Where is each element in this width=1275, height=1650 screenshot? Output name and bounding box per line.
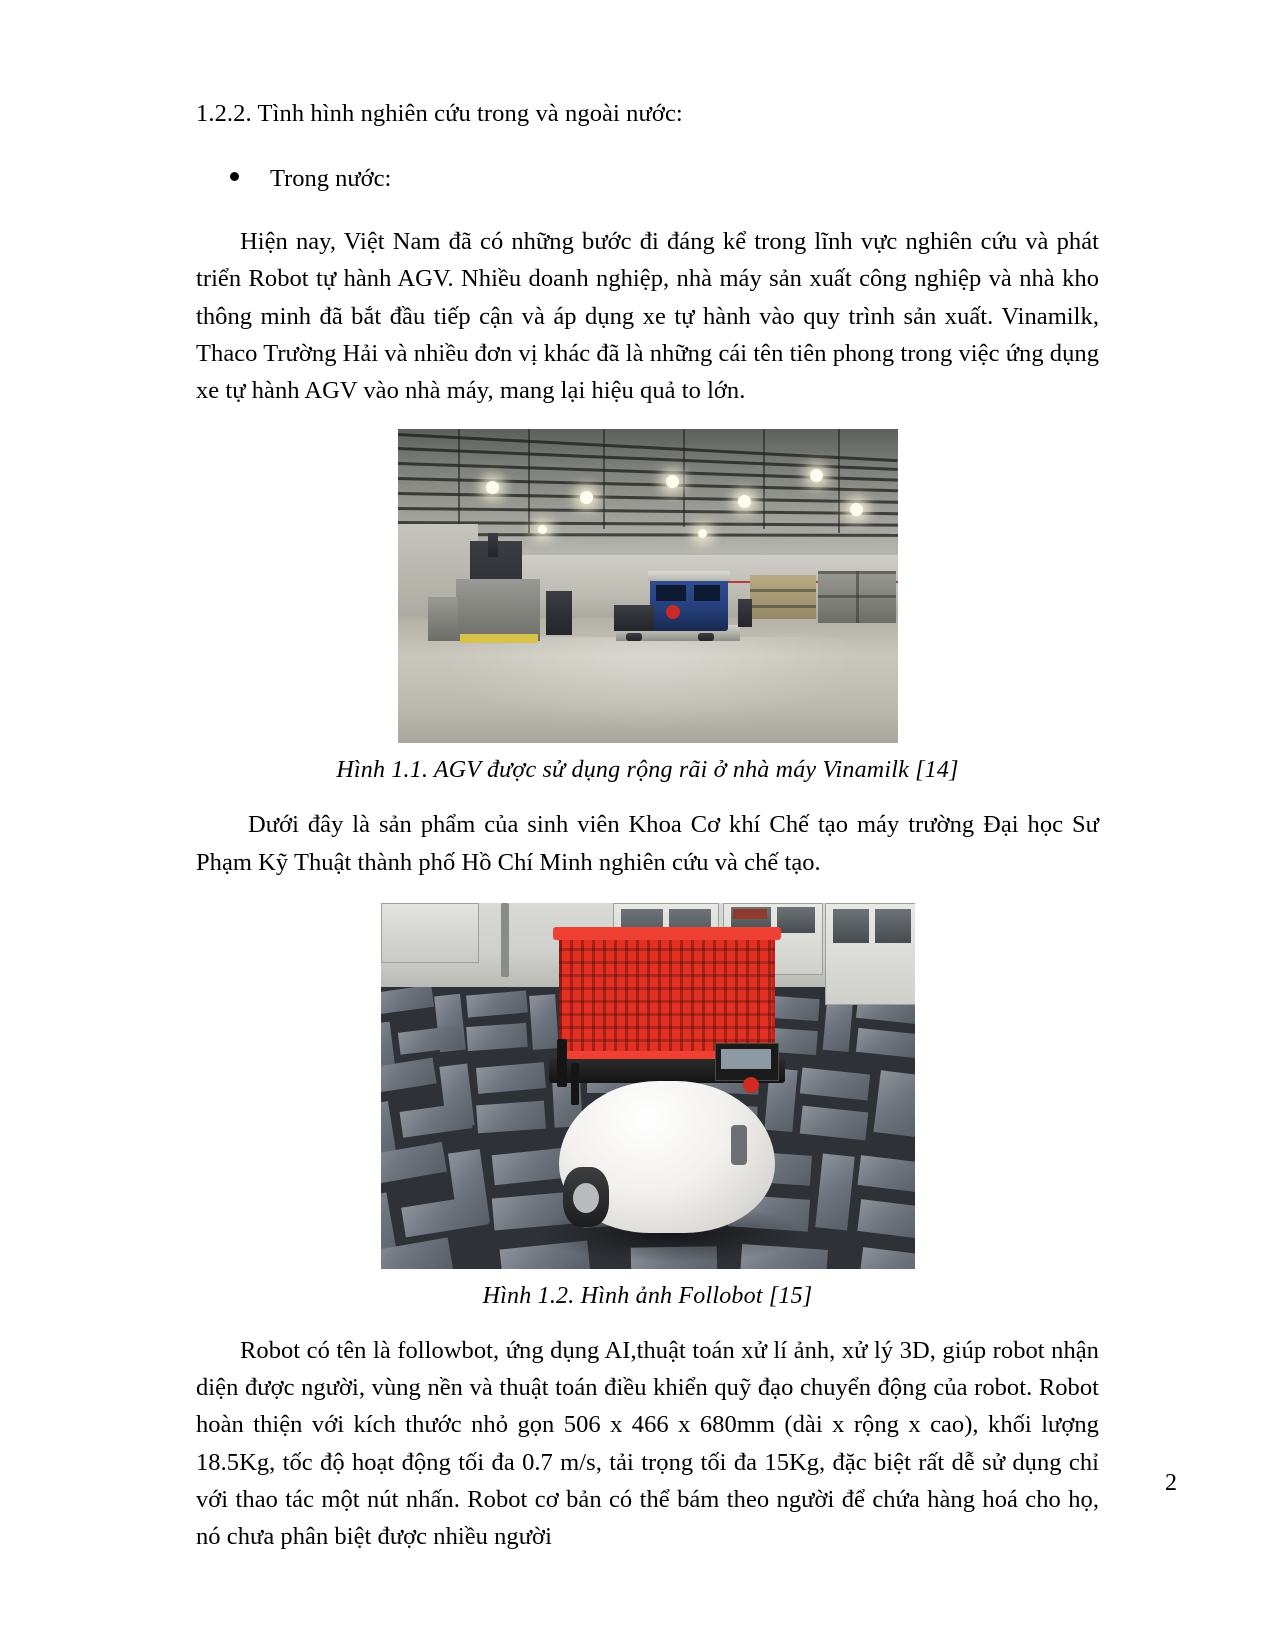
page-content [196, 98, 1099, 1555]
paragraph-students: Dưới đây là sản phẩm của sinh viên Khoa Cơ khí Chế tạo máy trường Đại học Sư Phạm Kỹ Thuật thành phố Hồ Chí Minh nghiên cứu và chế tạo. [196, 811, 1099, 876]
paragraph-followbot: Robot có tên là followbot, ứng dụng AI,thuật toán xử lí ảnh, xử lý 3D, giúp robot nhận diện được người, vùng nền và thuật toán điều khiển quỹ đạo chuyển động của robot. Robot hoàn thiện với kích thước nhỏ gọn 506 x 466 x 680mm (dài x rộng x cao), khối lượng 18.5Kg, tốc độ hoạt động tối đa 0.7 m/s, tải trọng tối đa 15Kg, đặc biệt rất dễ sử dụng chỉ với thao tác một nút nhấn. Robot cơ bản có thể bám theo người để chứa hàng hoá cho họ, nó chưa phân biệt được nhiều người [196, 1336, 1099, 1550]
agv-warehouse-photo [398, 429, 898, 743]
figure-2-caption: Hình 1.2. Hình ảnh Follobot [15] [482, 1282, 813, 1309]
bullet-item-label: Trong nước: [270, 165, 392, 193]
page-number: 2 [1165, 1470, 1177, 1496]
figure-1 [196, 429, 1099, 784]
bullet-list-item [196, 163, 1099, 195]
figure-1-caption: Hình 1.1. AGV được sử dụng rộng rãi ở nhà máy Vinamilk [14] [336, 757, 959, 784]
figure-2 [196, 903, 1099, 1310]
paragraph-intro: Hiện nay, Việt Nam đã có những bước đi đáng kể trong lĩnh vực nghiên cứu và phát triển Robot tự hành AGV. Nhiều doanh nghiệp, nhà máy sản xuất công nghiệp và nhà kho thông minh đã bắt đầu tiếp cận và áp dụng xe tự hành vào quy trình sản xuất. Vinamilk, Thaco Trường Hải và nhiều đơn vị khác đã là những cái tên tiên phong trong việc ứng dụng xe tự hành AGV vào nhà máy, mang lại hiệu quả to lớn. [196, 228, 1099, 405]
bullet-point-icon [230, 172, 239, 181]
follobot-photo [381, 903, 915, 1269]
section-heading: 1.2.2. Tình hình nghiên cứu trong và ngoài nước: [196, 100, 683, 127]
